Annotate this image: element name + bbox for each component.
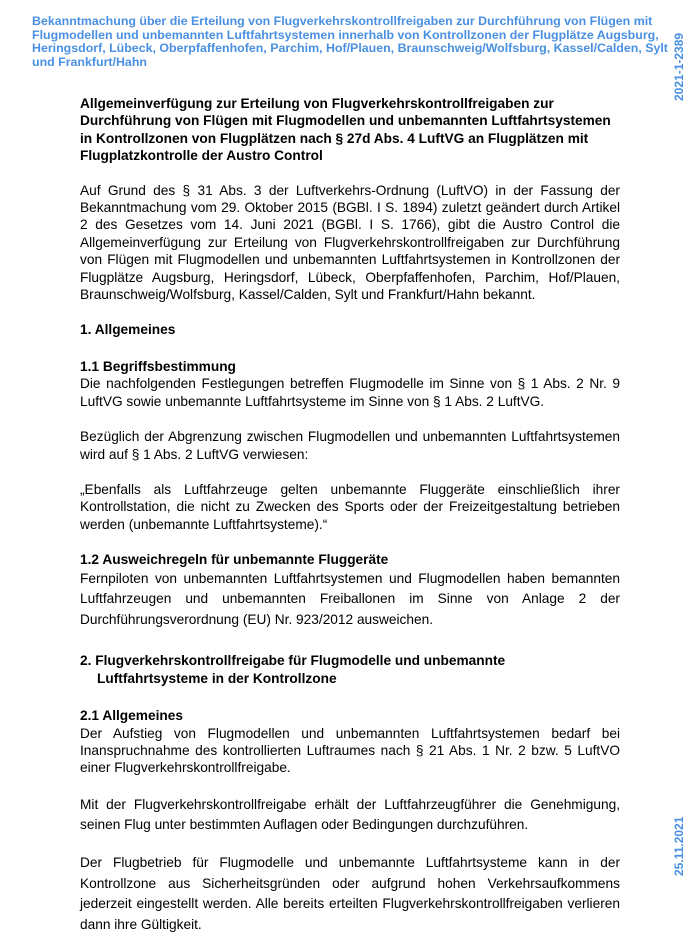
section-2-1-paragraph-1: Der Aufstieg von Flugmodellen und unbemannten Luftfahrtsystemen bedarf bei Inanspruchnahme des kontrollierten Luftraumes nach § 21 Abs. 1 Nr. 2 bzw. 5 LuftVO einer Flugverkehrskontrollfreigabe. bbox=[80, 725, 620, 776]
section-2-1-heading: 2.1 Allgemeines bbox=[80, 708, 183, 724]
section-1-1-heading: 1.1 Begriffsbestimmung bbox=[80, 358, 236, 374]
intro-paragraph: Auf Grund des § 31 Abs. 3 der Luftverkehrs-Ordnung (LuftVO) in der Fassung der Bekanntmachung vom 29. Oktober 2015 (BGBl. I S. 1894) zuletzt geändert durch Artikel 2 des Gesetzes vom 14. Juni 2021 (BGBl. I S. 1766), gibt die Austro Control die Allgemeinverfügung zur Erteilung von Flugverkehrskontrollfreigaben zur Durchführung von Flügen mit Flugmodellen und unbemannten Luftfahrtsystemen in Kontrollzonen der Flugplätze Augsburg, Heringsdorf, Lübeck, Oberpfaffenhofen, Parchim, Hof/Plauen, Braunschweig/Wolfsburg, Kassel/Calden, Sylt und Frankfurt/Hahn bekannt. bbox=[80, 182, 620, 303]
document-id: 2021-1-2389 bbox=[672, 32, 686, 101]
section-2-heading-line-1: 2. Flugverkehrskontrollfreigabe für Flugmodelle und unbemannte bbox=[80, 653, 506, 669]
document-date: 25.11.2021 bbox=[672, 816, 686, 876]
section-2-1-paragraph-3: Der Flugbetrieb für Flugmodelle und unbemannte Luftfahrtsysteme kann in der Kontrollzone aus Sicherheitsgründen oder aufgrund hohen Verkehrsaufkommens jederzeit eingestellt werden. Alle bereits erteilten Flugverkehrskontrollfreigaben verlieren dann ihre Gültigkeit. bbox=[80, 854, 620, 932]
section-2-heading bbox=[80, 652, 620, 687]
page-header: Bekanntmachung über die Erteilung von Flugverkehrskontrollfreigaben zur Durchführung von Flügen mit Flugmodellen und unbemannten Luftfahrtsystemen innerhalb von Kontrollzonen der Flugplätze Augsburg, Heringsdorf, Lübeck, Oberpfaffenhofen, Parchim, Hof/Plauen, Braunschweig/Wolfsburg, Kassel/Calden, Sylt und Frankfurt/Hahn bbox=[32, 14, 668, 69]
document-title: Allgemeinverfügung zur Erteilung von Flugverkehrskontrollfreigaben zur Durchführung von Flügen mit Flugmodellen und unbemannten Luftfahrtsystemen in Kontrollzonen von Flugplätzen nach § 27d Abs. 4 LuftVG an Flugplätzen mit Flugplatzkontrolle der Austro Control bbox=[80, 96, 611, 164]
document-body bbox=[80, 95, 620, 952]
section-1-1-paragraph-1: Die nachfolgenden Festlegungen betreffen Flugmodelle im Sinne von § 1 Abs. 2 Nr. 9 LuftVG sowie unbemannte Luftfahrtsysteme im Sinne von § 1 Abs. 2 LuftVG. bbox=[80, 376, 620, 409]
section-1-2-heading: 1.2 Ausweichregeln für unbemannte Fluggeräte bbox=[80, 552, 389, 568]
section-2-heading-line-2: Luftfahrtsysteme in der Kontrollzone bbox=[97, 670, 337, 686]
section-1-1-quote: „Ebenfalls als Luftfahrzeuge gelten unbemannte Fluggeräte einschließlich ihrer Kontrollstation, die nicht zu Zwecken des Sports oder der Freizeitgestaltung betrieben werden (unbemannte Luftfahrtsysteme).“ bbox=[80, 481, 620, 532]
section-1-heading: 1. Allgemeines bbox=[80, 322, 176, 338]
section-1-1-paragraph-2: Bezüglich der Abgrenzung zwischen Flugmodellen und unbemannten Luftfahrtsystemen wird auf § 1 Abs. 2 LuftVG verwiesen: bbox=[80, 429, 620, 462]
section-2-1-paragraph-2: Mit der Flugverkehrskontrollfreigabe erhält der Luftfahrzeugführer die Genehmigung, seinen Flug unter bestimmten Auflagen oder Bedingungen durchzuführen. bbox=[80, 796, 620, 833]
section-1-2-paragraph-1: Fernpiloten von unbemannten Luftfahrtsystemen und Flugmodellen haben bemannten Luftfahrzeugen und unbemannten Freiballonen im Sinne von Anlage 2 der Durchführungsverordnung (EU) Nr. 923/2012 ausweichen. bbox=[80, 570, 620, 627]
